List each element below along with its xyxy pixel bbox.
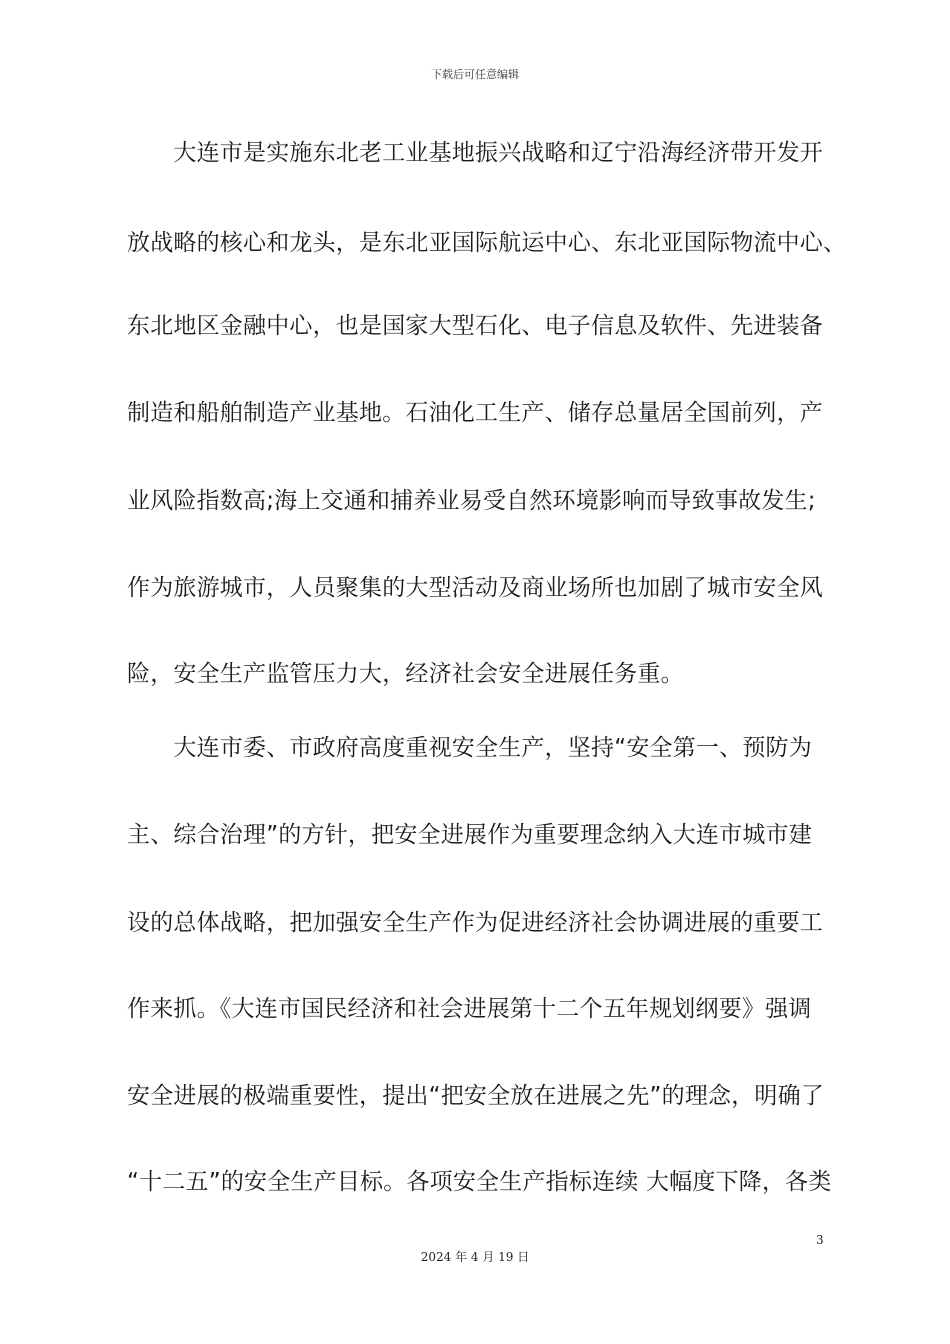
body-line: 业风险指数高;海上交通和捕养业易受自然环境影响而导致事故发生; [127,488,816,514]
body-line: 作为旅游城市，人员聚集的大型活动及商业场所也加剧了城市安全风 [127,575,823,601]
body-line: 设的总体战略，把加强安全生产作为促进经济社会协调进展的重要工 [127,910,823,936]
body-line: “十二五”的安全生产目标。各项安全生产指标连续 大幅度下降，各类 [127,1169,832,1195]
page-header: 下载后可任意编辑 [431,68,519,81]
body-line: 制造和船舶制造产业基地。石油化工生产、储存总量居全国前列，产 [127,400,823,426]
page-number: 3 [816,1233,824,1247]
body-line: 东北地区金融中心，也是国家大型石化、电子信息及软件、先进装备 [127,313,823,339]
body-line: 主、综合治理”的方针，把安全进展作为重要理念纳入大连市城市建 [127,822,812,848]
body-line: 险，安全生产监管压力大，经济社会安全进展任务重。 [127,661,684,687]
footer-date: 2024 年 4 月 19 日 [420,1250,530,1264]
body-line: 安全进展的极端重要性，提出“把安全放在进展之先”的理念，明确了 [127,1083,825,1109]
body-line: 大连市委、市政府高度重视安全生产，坚持“安全第一、预防为 [127,735,812,761]
body-line: 放战略的核心和龙头，是东北亚国际航运中心、东北亚国际物流中心、 [127,230,847,256]
body-line: 作来抓。《大连市国民经济和社会进展第十二个五年规划纲要》强调 [127,996,812,1022]
body-line: 大连市是实施东北老工业基地振兴战略和辽宁沿海经济带开发开 [127,140,823,166]
